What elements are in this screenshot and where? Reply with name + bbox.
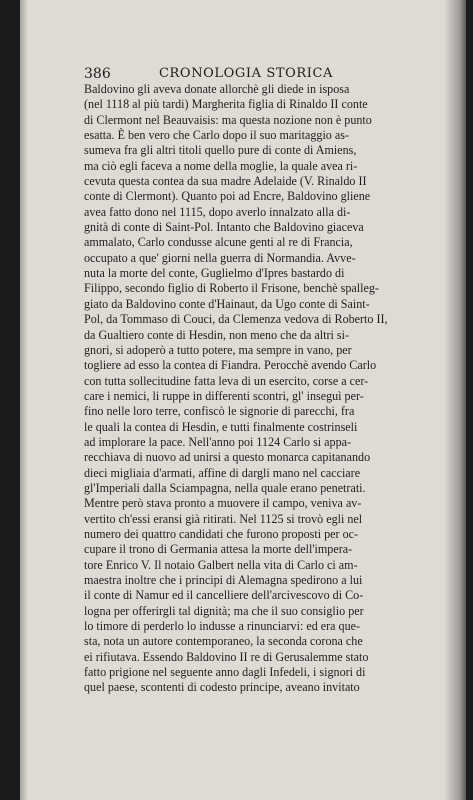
page-gutter-shadow bbox=[20, 0, 28, 800]
running-title: CRONOLOGIA STORICA bbox=[159, 66, 334, 81]
page-edge-shadow bbox=[444, 0, 466, 800]
text-line: da Gualtiero conte di Hesdin, non meno che da altri si- bbox=[84, 327, 349, 342]
text-line: fatto prigione nel seguente anno dagli Infedeli, i signori di bbox=[84, 665, 366, 680]
text-line: tore Enrico V. Il notaio Galbert nella vita di Carlo ci am- bbox=[84, 557, 358, 572]
text-line: le quali la contea di Hesdin, e tutti finalmente costrinseli bbox=[84, 419, 358, 434]
text-line: dieci migliaia d'armati, affine di dargli mano nel cacciare bbox=[84, 465, 361, 480]
text-line: (nel 1118 al più tardi) Margherita figlia di Rinaldo II conte bbox=[84, 97, 368, 112]
text-line: sta, nota un autore contemporaneo, la seconda corona che bbox=[84, 634, 363, 649]
text-line: ad implorare la pace. Nell'anno poi 1124 Carlo si appa- bbox=[84, 434, 352, 449]
text-line: gnità di conte di Saint-Pol. Intanto che Baldovino giaceva bbox=[84, 220, 364, 235]
text-line: Filippo, secondo figlio di Roberto il Frisone, benchè spalleg- bbox=[84, 281, 379, 296]
text-line: di Clermont nel Beauvaisis: ma questa nozione non è punto bbox=[84, 112, 372, 127]
text-line: cupare il trono di Germania attesa la morte dell'impera- bbox=[84, 542, 353, 557]
page-number: 386 bbox=[84, 66, 111, 82]
text-line: fino nelle loro terre, confiscò le signorie di parecchi, fra bbox=[84, 404, 355, 419]
text-line: esatta. È ben vero che Carlo dopo il suo maritaggio as- bbox=[84, 128, 349, 143]
text-line: gnori, si adoperò a tutto potere, ma sempre in vano, per bbox=[84, 342, 352, 357]
text-line: care i nemici, li ruppe in differenti scontri, gl' inseguì per- bbox=[84, 388, 364, 403]
text-line: togliere ad esso la contea di Fiandra. Perocchè avendo Carlo bbox=[84, 358, 377, 373]
text-line: logna per offerirgli tal dignità; ma che il suo consiglio per bbox=[84, 603, 364, 618]
text-line: sumeva fra gli altri titoli quello pure di conte di Amiens, bbox=[84, 143, 357, 158]
text-line: vertito ch'essi eransi già ritirati. Nel 1125 si trovò egli nel bbox=[84, 511, 363, 526]
text-line: ammalato, Carlo condusse alcune genti al re di Francia, bbox=[84, 235, 353, 250]
text-line: occupato a que' giorni nella guerra di Normandia. Avve- bbox=[84, 250, 356, 265]
text-line: maestra inoltre che i principi di Alemagna spedirono a lui bbox=[84, 573, 363, 587]
text-line: conte di Clermont). Quanto poi ad Encre, Baldovino gliene bbox=[84, 189, 371, 204]
text-line: Pol, da Tommaso di Couci, da Clemenza vedova di Roberto II, bbox=[84, 312, 388, 327]
page-header bbox=[84, 66, 384, 82]
text-line: recchiava di nuovo ad unirsi a questo monarca capitanando bbox=[84, 450, 371, 465]
text-line: con tutta sollecitudine fatta leva di un esercito, corse a cer- bbox=[84, 373, 369, 388]
text-line: lo timore di perderlo lo indusse a rinunciarvi: ed era que- bbox=[84, 619, 361, 634]
body-text bbox=[84, 82, 439, 696]
text-line: avea fatto dono nel 1115, dopo averlo innalzato alla di- bbox=[84, 204, 351, 219]
text-line: nuta la morte del conte, Guglielmo d'Ipres bastardo di bbox=[84, 266, 345, 281]
text-line: quel paese, scontenti di codesto principe, aveano invitato bbox=[84, 680, 360, 695]
text-line: giato da Baldovino conte d'Hainaut, da Ugo conte di Saint- bbox=[84, 296, 370, 311]
text-line: Mentre però stava pronto a muovere il campo, veniva av- bbox=[84, 496, 362, 511]
text-line: gl'Imperiali dalla Sciampagna, nella quale erano penetrati. bbox=[84, 480, 366, 495]
text-line: numero dei quattro candidati che furono proposti per oc- bbox=[84, 526, 359, 541]
text-line: cevuta questa contea da sua madre Adelaide (V. Rinaldo II bbox=[84, 174, 367, 189]
text-line: ei rifiutava. Essendo Baldovino II re di Gerusalemme stato bbox=[84, 649, 369, 664]
text-line: Baldovino gli aveva donate allorchè gli diede in isposa bbox=[84, 82, 350, 96]
text-line: ma ciò egli faceva a nome della moglie, la quale avea ri- bbox=[84, 158, 358, 173]
text-line: il conte di Namur ed il cancelliere dell'arcivescovo di Co- bbox=[84, 588, 364, 603]
